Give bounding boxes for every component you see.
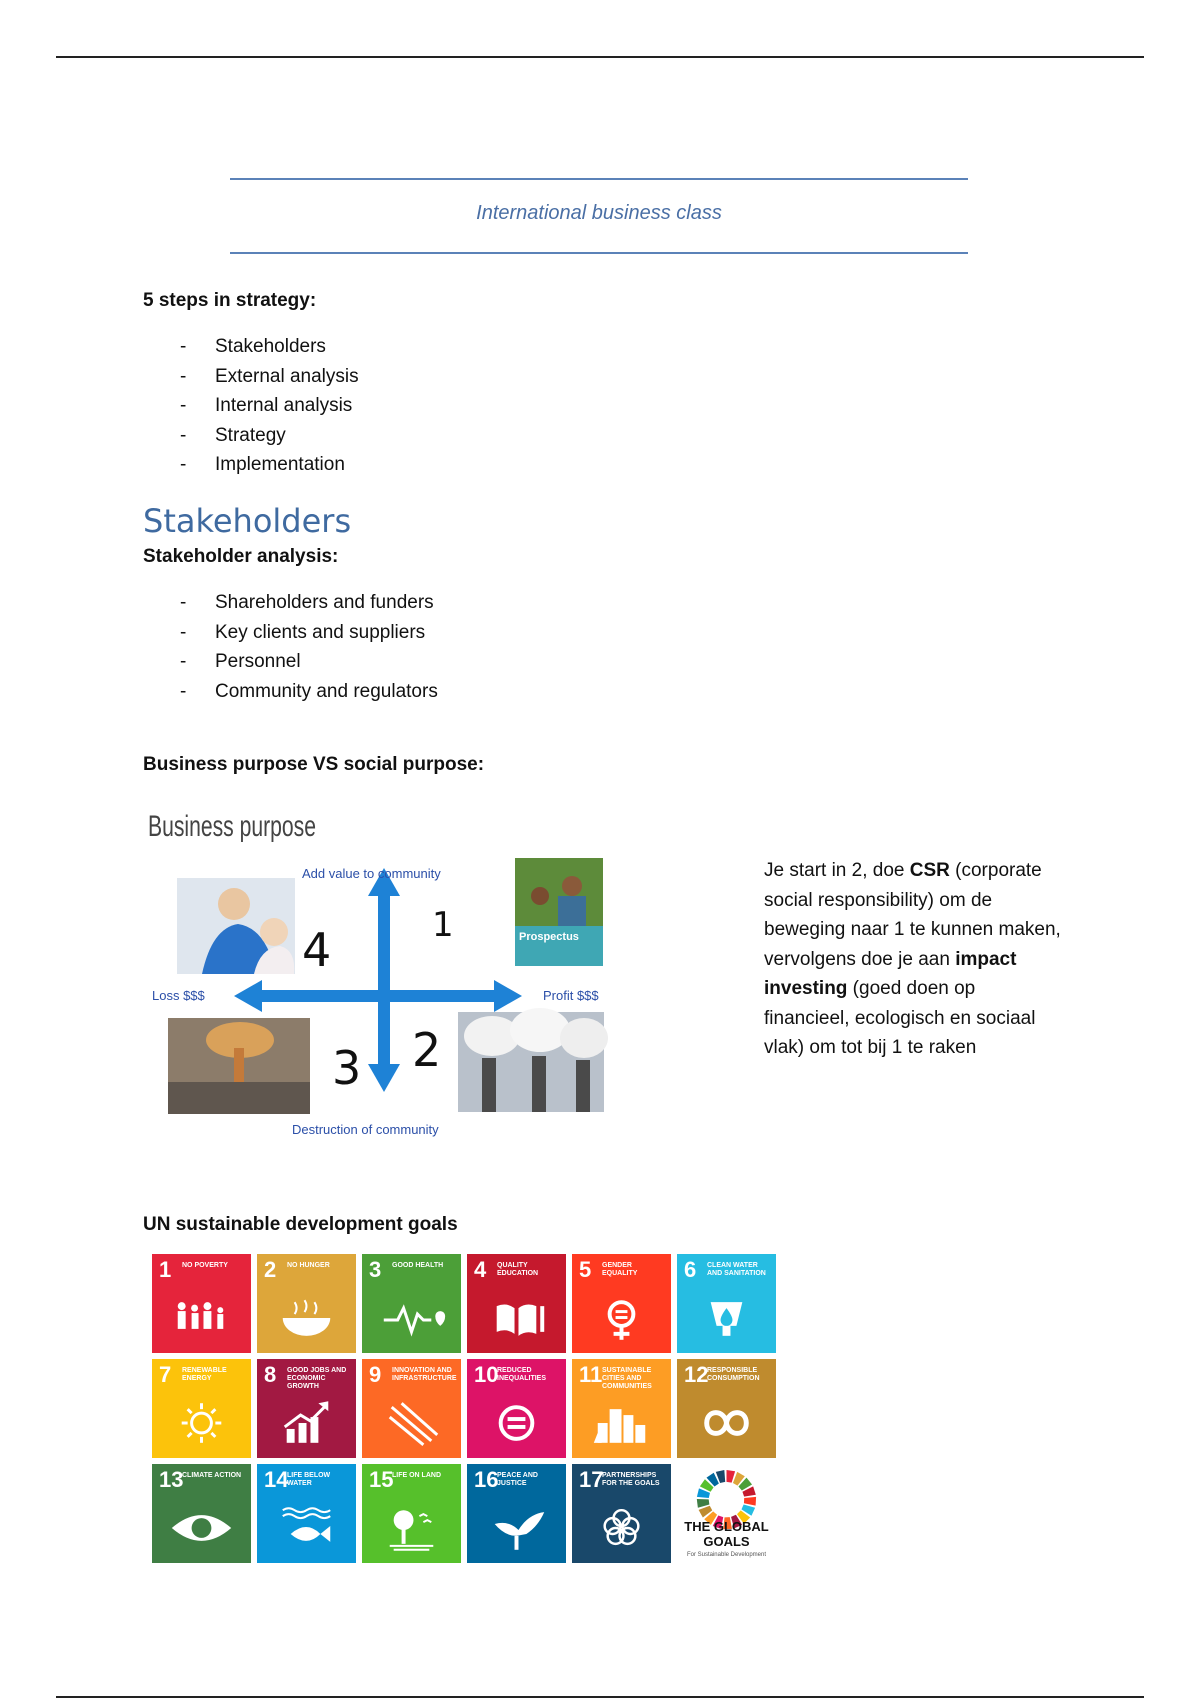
purpose-note: Je start in 2, doe CSR (corporate social responsibility) om de beweging naar 1 te kunnen maken, vervolgens doe je aan impact investing (goed doen op financieel, ecologisch en sociaal vlak) om tot bij 1 te raken bbox=[764, 860, 1061, 1058]
water-drop-icon bbox=[677, 1292, 776, 1347]
quadrant-label: 3 bbox=[332, 1041, 362, 1095]
list-item: - Shareholders and funders bbox=[180, 588, 438, 618]
list-item: - Internal analysis bbox=[180, 391, 359, 421]
sdg-title: LIFE BELOW WATER bbox=[287, 1472, 331, 1487]
sdg-number: 2 bbox=[264, 1257, 277, 1282]
purpose-heading: Business purpose VS social purpose: bbox=[143, 754, 485, 775]
sdg-tile-14 bbox=[257, 1464, 356, 1563]
sdg-tile-16 bbox=[467, 1464, 566, 1563]
sdg-title: CLEAN WATER AND SANITATION bbox=[707, 1262, 766, 1277]
rings-icon bbox=[572, 1502, 671, 1557]
strategy-heading: 5 steps in strategy: bbox=[143, 290, 317, 311]
sdg-number: 1 bbox=[159, 1257, 172, 1282]
sdg-number: 12 bbox=[684, 1362, 709, 1387]
stakeholder-heading: Stakeholder analysis: bbox=[143, 546, 339, 567]
explosion-photo bbox=[168, 1018, 310, 1114]
book-icon bbox=[467, 1292, 566, 1347]
sdg-heading: UN sustainable development goals bbox=[143, 1214, 458, 1235]
sdg-tile-17 bbox=[572, 1464, 671, 1563]
sdg-number: 13 bbox=[159, 1467, 184, 1492]
farmers-photo bbox=[515, 858, 603, 966]
list-item: - Implementation bbox=[180, 450, 359, 480]
sdg-title: PARTNERSHIPS FOR THE GOALS bbox=[602, 1472, 660, 1487]
dove-icon bbox=[467, 1502, 566, 1557]
sdg-tile-10 bbox=[467, 1359, 566, 1458]
sdg-title: RESPONSIBLE CONSUMPTION bbox=[707, 1367, 760, 1382]
equal-icon bbox=[467, 1397, 566, 1452]
strategy-list bbox=[180, 332, 359, 480]
sdg-global-goals-logo bbox=[677, 1464, 776, 1563]
sun-icon bbox=[152, 1397, 251, 1452]
sdg-number: 17 bbox=[579, 1467, 604, 1492]
sdg-tile-5 bbox=[572, 1254, 671, 1353]
sdg-number: 16 bbox=[474, 1467, 499, 1492]
sdg-tile-6 bbox=[677, 1254, 776, 1353]
sdg-number: 6 bbox=[684, 1257, 697, 1282]
sdg-tile-3 bbox=[362, 1254, 461, 1353]
business-purpose-diagram bbox=[142, 800, 672, 1140]
sdg-title: GOOD HEALTH bbox=[392, 1262, 444, 1269]
global-goals-title: THE GLOBAL GOALS bbox=[684, 1519, 769, 1549]
sdg-title: NO HUNGER bbox=[287, 1262, 330, 1269]
top-axis-label: Add value to community bbox=[302, 866, 441, 881]
cubes-icon bbox=[362, 1397, 461, 1452]
quadrant-label: 4 bbox=[302, 923, 332, 977]
sdg-title: PEACE AND JUSTICE bbox=[497, 1472, 538, 1487]
sdg-number: 14 bbox=[264, 1467, 289, 1492]
section-title-stakeholders: Stakeholders bbox=[143, 502, 352, 540]
sdg-tile-1 bbox=[152, 1254, 251, 1353]
people-icon bbox=[152, 1292, 251, 1347]
list-item: - Community and regulators bbox=[180, 677, 438, 707]
sdg-number: 5 bbox=[579, 1257, 592, 1282]
eye-globe-icon bbox=[152, 1502, 251, 1557]
stakeholder-list bbox=[180, 588, 438, 706]
list-item: - Key clients and suppliers bbox=[180, 618, 438, 648]
page-bottom-rule bbox=[56, 1696, 1144, 1698]
photo-caption: Prospectus bbox=[519, 931, 579, 943]
sdg-title: CLIMATE ACTION bbox=[182, 1472, 242, 1479]
page-top-rule bbox=[56, 56, 1144, 58]
sdg-title: GENDER EQUALITY bbox=[602, 1262, 638, 1277]
sdg-tile-12 bbox=[677, 1359, 776, 1458]
sdg-title: NO POVERTY bbox=[182, 1262, 228, 1269]
left-axis-label: Loss $$$ bbox=[152, 988, 205, 1003]
sdg-number: 8 bbox=[264, 1362, 277, 1387]
growth-chart-icon bbox=[257, 1397, 356, 1452]
document-title: International business class bbox=[476, 202, 722, 224]
sdg-title: REDUCED INEQUALITIES bbox=[497, 1367, 547, 1382]
sdg-tile-7 bbox=[152, 1359, 251, 1458]
global-goals-subtitle: For Sustainable Development bbox=[686, 1552, 767, 1558]
sdg-number: 7 bbox=[159, 1362, 172, 1387]
sdg-number: 10 bbox=[474, 1362, 499, 1387]
bowl-icon bbox=[257, 1292, 356, 1347]
sdg-tile-9 bbox=[362, 1359, 461, 1458]
sdg-grid bbox=[152, 1254, 776, 1569]
sdg-title: GOOD JOBS AND ECONOMIC GROWTH bbox=[287, 1367, 347, 1390]
sdg-tile-15 bbox=[362, 1464, 461, 1563]
sdg-tile-11 bbox=[572, 1359, 671, 1458]
sdg-tile-2 bbox=[257, 1254, 356, 1353]
sdg-title: SUSTAINABLE CITIES AND COMMUNITIES bbox=[602, 1367, 652, 1390]
city-icon bbox=[572, 1397, 671, 1452]
right-axis-label: Profit $$$ bbox=[543, 988, 599, 1003]
sdg-title: LIFE ON LAND bbox=[392, 1472, 441, 1479]
quadrant-label: 2 bbox=[412, 1023, 442, 1077]
list-item: - Stakeholders bbox=[180, 332, 359, 362]
tree-icon bbox=[362, 1502, 461, 1557]
sdg-tile-8 bbox=[257, 1359, 356, 1458]
sdg-number: 11 bbox=[579, 1362, 603, 1387]
list-item: - Personnel bbox=[180, 647, 438, 677]
diagram-title: Business purpose bbox=[148, 810, 316, 843]
title-banner bbox=[230, 178, 968, 254]
fish-icon bbox=[257, 1502, 356, 1557]
list-item: - External analysis bbox=[180, 362, 359, 392]
sdg-number: 4 bbox=[474, 1257, 487, 1282]
sdg-number: 9 bbox=[369, 1362, 382, 1387]
sdg-tile-13 bbox=[152, 1464, 251, 1563]
list-item: - Strategy bbox=[180, 421, 359, 451]
bottom-axis-label: Destruction of community bbox=[292, 1122, 439, 1137]
sdg-tile-4 bbox=[467, 1254, 566, 1353]
sdg-number: 15 bbox=[369, 1467, 394, 1492]
sdg-title: QUALITY EDUCATION bbox=[497, 1262, 539, 1277]
infinity-icon bbox=[677, 1397, 776, 1452]
sdg-number: 3 bbox=[369, 1257, 382, 1282]
sdg-title: RENEWABLE ENERGY bbox=[182, 1367, 227, 1382]
gender-icon bbox=[572, 1292, 671, 1347]
smokestacks-photo bbox=[458, 1008, 608, 1112]
caregiver-photo bbox=[177, 878, 295, 974]
heartbeat-icon bbox=[362, 1292, 461, 1347]
quadrant-label: 1 bbox=[432, 905, 454, 945]
sdg-title: INNOVATION AND INFRASTRUCTURE bbox=[392, 1367, 457, 1382]
